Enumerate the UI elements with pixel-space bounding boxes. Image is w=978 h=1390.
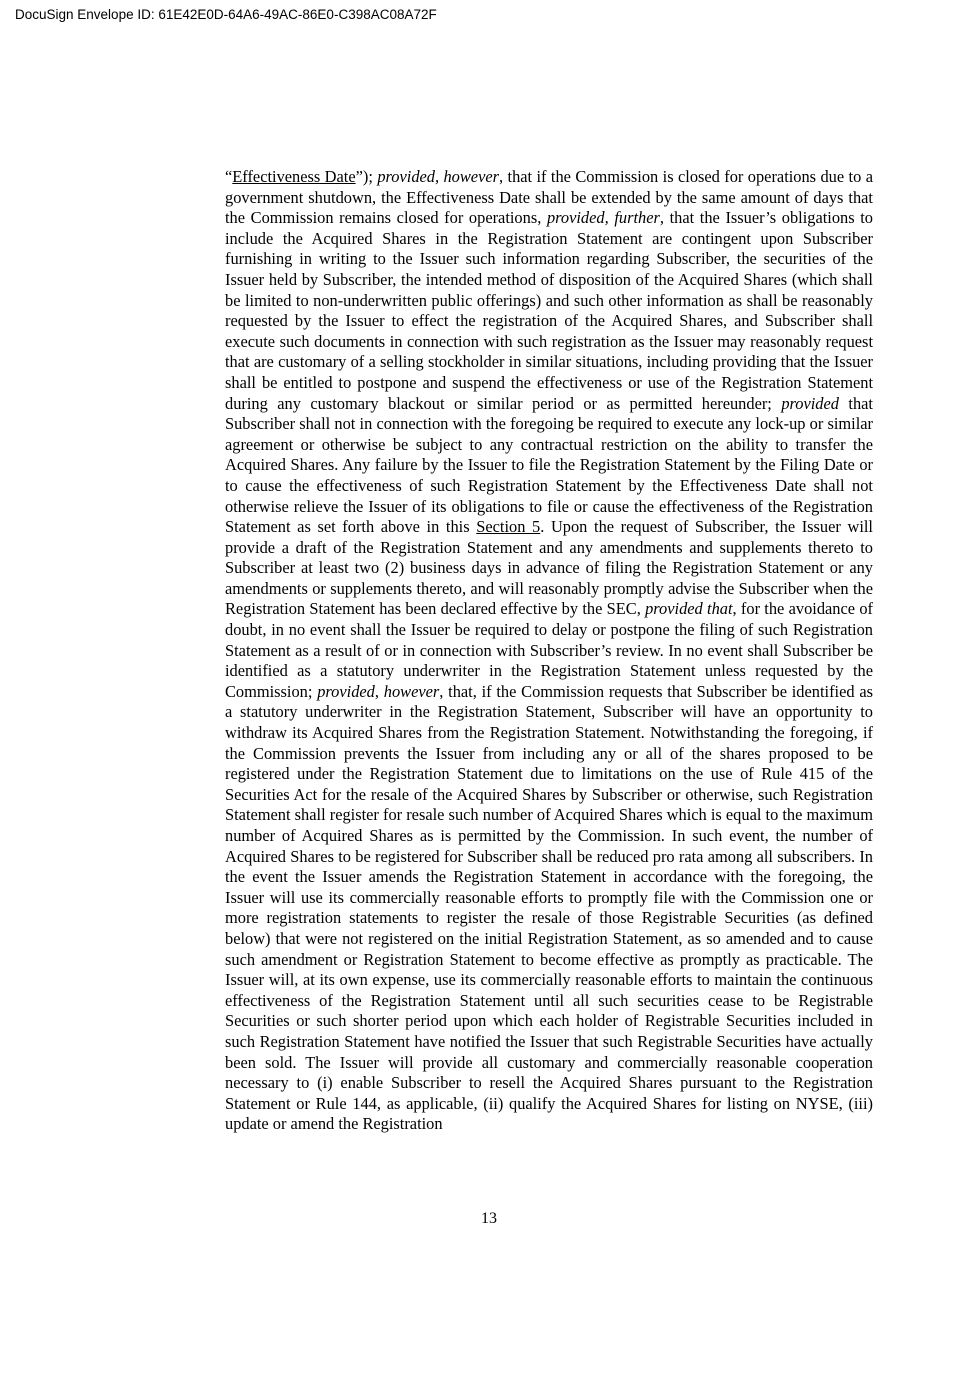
docusign-envelope-id-label: DocuSign Envelope ID: 61E42E0D-64A6-49AC-86E0-C398AC08A72F bbox=[15, 7, 437, 22]
contract-paragraph: “Effectiveness Date”); provided, however, that if the Commission is closed for operations due to a government shutdown, the Effectiveness Date shall be extended by the same amount of days that the Commission remains closed for operations, provided, further, that the Issuer’s obligations to include the Acquired Shares in the Registration Statement are contingent upon Subscriber furnishing in writing to the Issuer such information regarding Subscriber, the securities of the Issuer held by Subscriber, the intended method of disposition of the Acquired Shares (which shall be limited to non-underwritten public offerings) and such other information as shall be reasonably requested by the Issuer to effect the registration of the Acquired Shares, and Subscriber shall execute such documents in connection with such registration as the Issuer may reasonably request that are customary of a selling stockholder in similar situations, including providing that the Issuer shall be entitled to postpone and suspend the effectiveness or use of the Registration Statement during any customary blackout or similar period or as permitted hereunder; provided that Subscriber shall not in connection with the foregoing be required to execute any lock-up or similar agreement or otherwise be subject to any contractual restriction on the ability to transfer the Acquired Shares. Any failure by the Issuer to file the Registration Statement by the Filing Date or to cause the effectiveness of such Registration Statement by the Effectiveness Date shall not otherwise relieve the Issuer of its obligations to file or cause the effectiveness of the Registration Statement as set forth above in this Section 5. Upon the request of Subscriber, the Issuer will provide a draft of the Registration Statement and any amendments and supplements thereto to Subscriber at least two (2) business days in advance of filing the Registration Statement or any amendments or supplements thereto, and will reasonably promptly advise the Subscriber when the Registration Statement has been declared effective by the SEC, provided that, for the avoidance of doubt, in no event shall the Issuer be required to delay or postpone the filing of such Registration Statement as a result of or in connection with Subscriber’s review. In no event shall Subscriber be identified as a statutory underwriter in the Registration Statement unless requested by the Commission; provided, however, that, if the Commission requests that Subscriber be identified as a statutory underwriter in the Registration Statement, Subscriber will have an opportunity to withdraw its Acquired Shares from the Registration Statement. Notwithstanding the foregoing, if the Commission prevents the Issuer from including any or all of the shares proposed to be registered under the Registration Statement due to limitations on the use of Rule 415 of the Securities Act for the resale of the Acquired Shares by Subscriber or otherwise, such Registration Statement shall register for resale such number of Acquired Shares which is equal to the maximum number of Acquired Shares as is permitted by the Commission. In such event, the number of Acquired Shares to be registered for Subscriber shall be reduced pro rata among all subscribers. In the event the Issuer amends the Registration Statement in accordance with the foregoing, the Issuer will use its commercially reasonable efforts to promptly file with the Commission one or more registration statements to register the resale of those Registrable Securities (as defined below) that were not registered on the initial Registration Statement, as so amended and to cause such amendment or Registration Statement to become effective as promptly as practicable. The Issuer will, at its own expense, use its commercially reasonable efforts to maintain the continuous effectiveness of the Registration Statement until all such securities cease to be Registrable Securities or such shorter period upon which each holder of Registrable Securities included in such Registration Statement have notified the Issuer that such Registrable Securities have actually been sold. The Issuer will provide all customary and commercially reasonable cooperation necessary to (i) enable Subscriber to resell the Acquired Shares pursuant to the Registration Statement or Rule 144, as applicable, (ii) qualify the Acquired Shares for listing on NYSE, (iii) update or amend the Registration bbox=[225, 167, 873, 1134]
page-number: 13 bbox=[481, 1210, 497, 1227]
